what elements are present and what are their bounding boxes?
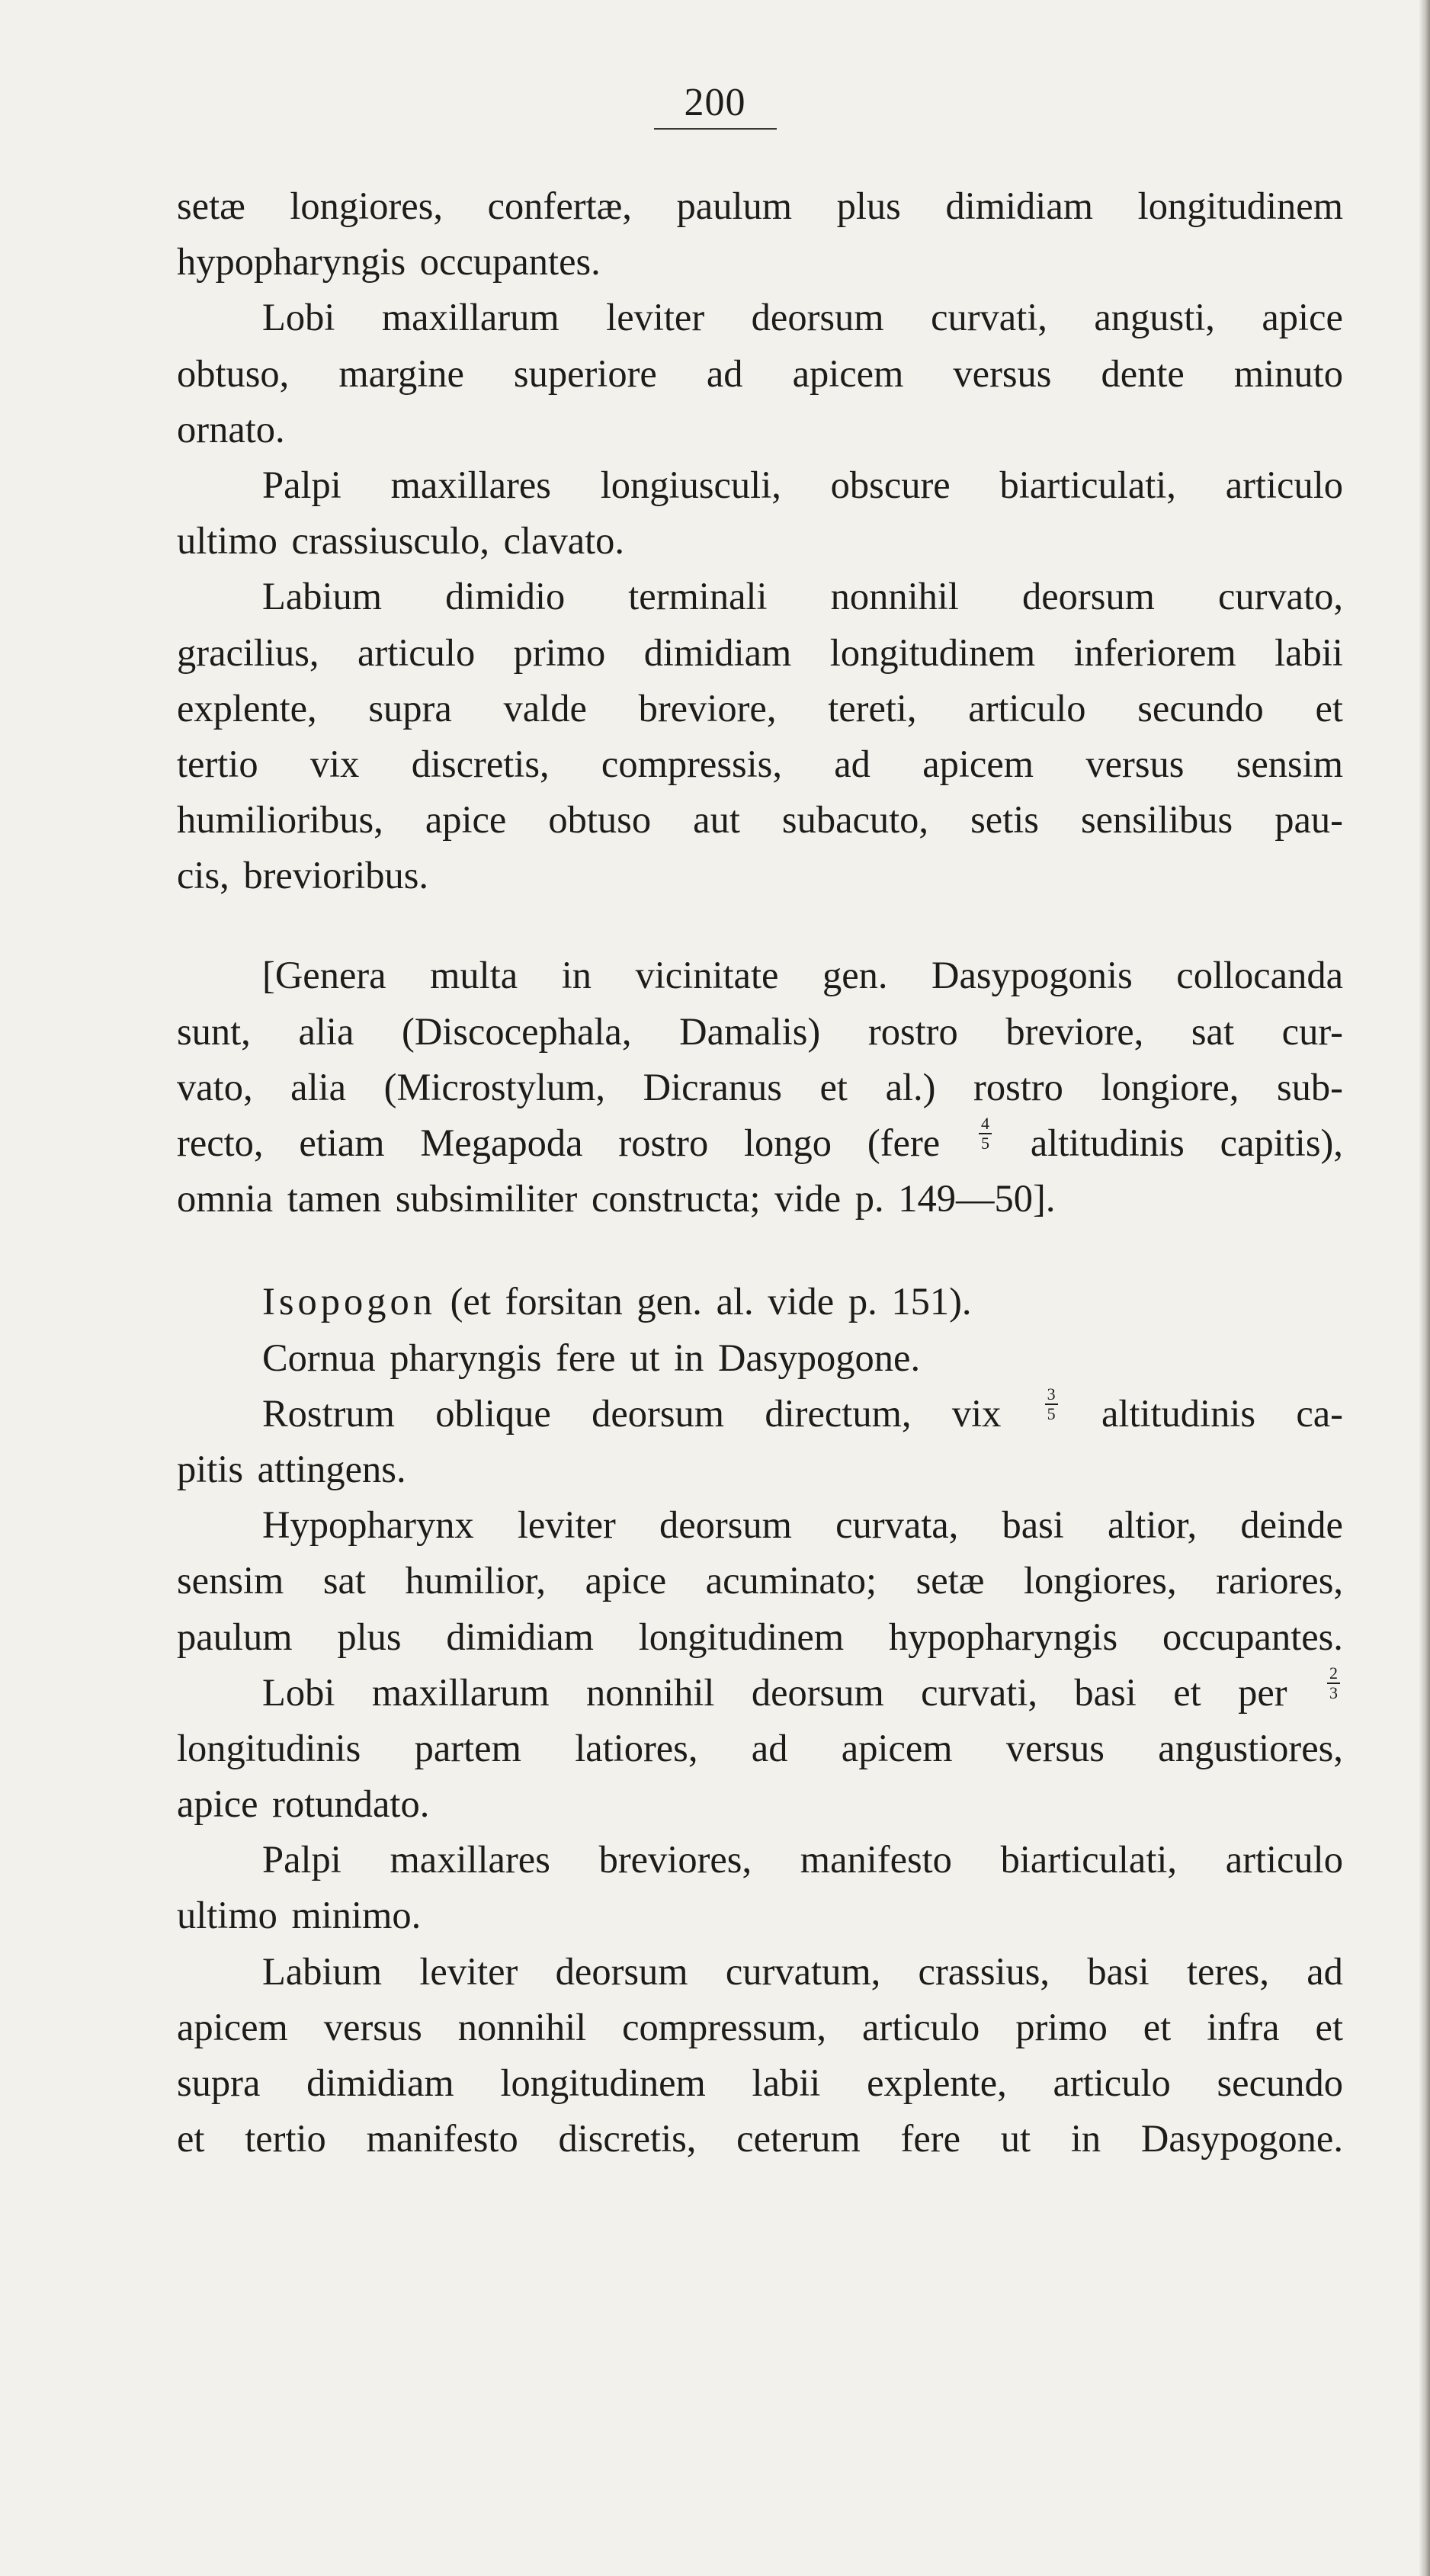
word: longitudinem: [1137, 184, 1343, 227]
word: discretis,: [411, 742, 550, 785]
word: directum,: [765, 1391, 912, 1435]
word: subacuto,: [781, 798, 929, 842]
word: setæ: [915, 1559, 985, 1602]
word: longiores,: [1024, 1559, 1177, 1602]
word: manifesto: [366, 2117, 518, 2161]
fraction: [1327, 1665, 1340, 1721]
text-line: [177, 513, 1343, 569]
word: vide: [774, 1177, 842, 1221]
word: aut: [693, 798, 740, 842]
word: Palpi: [262, 1838, 341, 1881]
word: paulum: [177, 1615, 293, 1658]
word: minimo.: [291, 1894, 422, 1937]
word: sat: [322, 1559, 366, 1602]
word: rostro: [618, 1121, 709, 1164]
fraction-numerator: 4: [979, 1115, 992, 1134]
word: et: [819, 1065, 848, 1108]
word: deorsum: [592, 1391, 725, 1435]
word: acuminato;: [705, 1559, 877, 1602]
word: tereti,: [828, 686, 917, 730]
paragraph: [177, 1330, 1343, 1386]
word: tertio: [177, 742, 258, 785]
word: deorsum: [555, 1949, 688, 1993]
word: brevioribus.: [243, 854, 428, 897]
word: ad: [751, 1726, 788, 1769]
word: versus: [323, 2005, 422, 2048]
word: apicem: [841, 1726, 953, 1769]
word: tertio: [245, 2117, 326, 2161]
word: p.: [854, 1177, 884, 1221]
word: Lobi: [262, 1670, 335, 1714]
word: recto,: [177, 1121, 264, 1164]
word: deorsum: [659, 1503, 792, 1547]
word: articulo: [1053, 2061, 1171, 2104]
word: hypopharyngis: [177, 240, 406, 284]
word: occupantes.: [1162, 1615, 1343, 1658]
word: vato,: [177, 1065, 253, 1108]
word: dimidiam: [306, 2061, 454, 2104]
word: obscure: [830, 463, 951, 506]
word: fere: [556, 1336, 616, 1379]
word: Labium: [262, 1949, 383, 1993]
word: longiusculi,: [600, 463, 781, 506]
word: etiam: [299, 1121, 385, 1164]
word: rariores,: [1216, 1559, 1343, 1602]
word: apice: [177, 1782, 258, 1826]
word: longiore,: [1101, 1065, 1239, 1108]
word: multa: [430, 954, 518, 997]
word: omnia: [177, 1177, 274, 1221]
word: leviter: [517, 1503, 616, 1547]
word: angusti,: [1094, 296, 1215, 339]
word: ut: [1000, 2117, 1031, 2161]
word: tamen: [287, 1177, 382, 1221]
word: Dasypogone.: [1140, 2117, 1343, 2161]
word: attingens.: [257, 1447, 406, 1490]
word: altior,: [1107, 1503, 1198, 1547]
word: pitis: [177, 1447, 243, 1490]
word: sensim: [1236, 742, 1343, 785]
fraction: [1045, 1386, 1058, 1442]
word: inferiorem: [1073, 630, 1236, 674]
word: valde: [503, 686, 587, 730]
word: explente,: [177, 686, 317, 730]
word: versus: [1005, 1726, 1105, 1769]
word: Dasypogone.: [718, 1336, 921, 1379]
word: infra: [1207, 2005, 1280, 2048]
word: rostro: [867, 1009, 958, 1053]
word: fere: [900, 2117, 961, 2161]
word: forsitan: [505, 1280, 623, 1323]
word: [Genera: [262, 954, 386, 997]
word: ut: [630, 1336, 660, 1379]
word: setis: [970, 798, 1039, 842]
word: margine: [338, 351, 464, 395]
word: altitudinis: [1030, 1121, 1185, 1164]
fraction-denominator: 5: [1047, 1403, 1056, 1423]
word: maxillarum: [371, 1670, 550, 1714]
word: cur-: [1281, 1009, 1343, 1053]
paragraph: [177, 1386, 1343, 1497]
word: deorsum: [751, 1670, 884, 1714]
word: explente,: [867, 2061, 1007, 2104]
word: ad: [834, 742, 871, 785]
word: longitudinem: [829, 630, 1036, 674]
text-line: [177, 1115, 1343, 1171]
page-header: [0, 80, 1430, 130]
word: breviores,: [598, 1838, 752, 1881]
word: hypopharyngis: [888, 1615, 1118, 1658]
word: in: [1070, 2117, 1101, 2161]
word: sub-: [1276, 1065, 1343, 1108]
word: confertæ,: [487, 184, 632, 227]
word: ad: [706, 351, 743, 395]
word: teres,: [1187, 1949, 1269, 1993]
word: Dasypogonis: [931, 954, 1133, 997]
word: constructa;: [591, 1177, 761, 1221]
word: vicinitate: [635, 954, 779, 997]
text-line: [177, 1386, 1343, 1442]
word: ornato.: [177, 407, 285, 451]
paragraph: [177, 1665, 1343, 1833]
word: Palpi: [262, 463, 341, 506]
text-line: [177, 681, 1343, 736]
word: vix: [951, 1391, 1002, 1435]
text-line: [177, 1721, 1343, 1776]
text-line: [177, 625, 1343, 681]
text-line: [177, 1888, 1343, 1943]
word: (et: [450, 1280, 491, 1323]
page-edge-shadow: [1419, 0, 1430, 2576]
text-line: [177, 1171, 1343, 1227]
text-line: [177, 848, 1343, 903]
word: breviore,: [638, 686, 777, 730]
paragraph-gap: [177, 1227, 1343, 1274]
text-line: [177, 234, 1343, 290]
word: deinde: [1240, 1503, 1343, 1547]
paragraph: [177, 569, 1343, 903]
word: et: [1143, 2005, 1172, 2048]
fraction-numerator: 3: [1045, 1386, 1058, 1405]
word: basi: [1002, 1503, 1064, 1547]
word: al.): [885, 1065, 936, 1108]
word: deorsum: [751, 296, 884, 339]
text-line: [177, 1004, 1343, 1060]
fraction-numerator: 2: [1327, 1665, 1340, 1684]
text-line: [177, 290, 1343, 345]
word: versus: [1085, 742, 1185, 785]
word: angustiores,: [1158, 1726, 1343, 1769]
word: compressis,: [601, 742, 782, 785]
text-line: [177, 2000, 1343, 2055]
word: alia: [298, 1009, 354, 1053]
word: minuto: [1233, 351, 1343, 395]
word: curvato,: [1217, 575, 1343, 618]
word: longiores,: [290, 184, 443, 227]
word: 151).: [891, 1280, 972, 1323]
word: curvata,: [835, 1503, 959, 1547]
word: latiores,: [575, 1726, 698, 1769]
word: occupantes.: [419, 240, 601, 284]
text-line: [177, 457, 1343, 513]
paragraph: [177, 178, 1343, 290]
word: cis,: [177, 854, 229, 897]
word: primo: [1015, 2005, 1108, 2048]
word: maxillarum: [381, 296, 559, 339]
word: labii: [752, 2061, 821, 2104]
paragraph: [177, 1274, 1343, 1330]
word: apicem: [177, 2005, 288, 2048]
text-line: [177, 1665, 1343, 1721]
word: Lobi: [262, 296, 335, 339]
word: Cornua: [262, 1336, 376, 1379]
word: gen.: [822, 954, 888, 997]
word: (Microstylum,: [383, 1065, 606, 1108]
body-text: [177, 178, 1343, 2167]
word: et: [1315, 686, 1343, 730]
text-line: [177, 736, 1343, 792]
word: sensim: [177, 1559, 284, 1602]
page-number: 200: [654, 80, 777, 130]
word: vix: [309, 742, 360, 785]
word: supra: [177, 2061, 261, 2104]
text-line: [177, 1497, 1343, 1553]
word: nonnihil: [457, 2005, 587, 2048]
word: per: [1238, 1670, 1287, 1714]
paragraph: [177, 1944, 1343, 2167]
word: obtuso: [548, 798, 652, 842]
word: plus: [337, 1615, 402, 1658]
word: in: [674, 1336, 704, 1379]
text-line: [177, 948, 1343, 1003]
word: superiore: [513, 351, 657, 395]
paragraph-gap: [177, 903, 1343, 948]
word: maxillares: [390, 463, 551, 506]
word: curvatum,: [725, 1949, 881, 1993]
word: Damalis): [679, 1009, 821, 1053]
word: Dicranus: [643, 1065, 782, 1108]
word: nonnihil: [830, 575, 959, 618]
text-line: [177, 1776, 1343, 1832]
word: nonnihil: [586, 1670, 715, 1714]
text-line: [177, 2111, 1343, 2167]
word: maxillares: [390, 1838, 550, 1881]
word: oblique: [435, 1391, 551, 1435]
word: leviter: [606, 296, 705, 339]
word: Rostrum: [262, 1391, 395, 1435]
word: longitudinem: [638, 1615, 845, 1658]
word: dimidiam: [446, 1615, 594, 1658]
text-line: [177, 1944, 1343, 2000]
word: crassiusculo,: [291, 519, 489, 563]
text-line: [177, 569, 1343, 624]
word: Megapoda: [420, 1121, 583, 1164]
word: pau-: [1274, 798, 1343, 842]
word: in: [561, 954, 592, 997]
paragraph: [177, 457, 1343, 569]
word: crassius,: [918, 1949, 1050, 1993]
word: al.: [716, 1280, 754, 1323]
word: apice: [1262, 296, 1343, 339]
word: secundo: [1217, 2061, 1343, 2104]
text-line: [177, 1060, 1343, 1115]
word: clavato.: [503, 519, 625, 563]
text-line: [177, 1832, 1343, 1888]
word: basi: [1087, 1949, 1149, 1993]
word: ultimo: [177, 519, 277, 563]
word: dente: [1101, 351, 1185, 395]
word: (Discocephala,: [402, 1009, 632, 1053]
word: basi: [1074, 1670, 1137, 1714]
word: gracilius,: [177, 630, 319, 674]
word: deorsum: [1021, 575, 1155, 618]
word: Labium: [262, 575, 383, 618]
word: obtuso,: [177, 351, 290, 395]
word: dimidiam: [643, 630, 792, 674]
word: compressum,: [622, 2005, 826, 2048]
text-line: [177, 402, 1343, 457]
fraction: [979, 1115, 992, 1171]
word: partem: [414, 1726, 521, 1769]
word: apicem: [792, 351, 904, 395]
word: ceterum: [736, 2117, 861, 2161]
word: altitudinis: [1101, 1391, 1255, 1435]
word: apice: [425, 798, 507, 842]
word: vide: [768, 1280, 835, 1323]
text-line: [177, 2055, 1343, 2111]
word: 149—50].: [898, 1177, 1056, 1221]
word: ultimo: [177, 1894, 277, 1937]
text-line: [177, 1442, 1343, 1497]
word: ca-: [1296, 1391, 1343, 1435]
word: sat: [1191, 1009, 1235, 1053]
paragraph: [177, 290, 1343, 457]
word: rotundato.: [272, 1782, 430, 1826]
word: terminali: [628, 575, 768, 618]
paragraph: [177, 948, 1343, 1227]
word: articulo: [968, 686, 1086, 730]
word: leviter: [419, 1949, 518, 1993]
word: sunt,: [177, 1009, 251, 1053]
text-line: [177, 346, 1343, 402]
word: discretis,: [558, 2117, 697, 2161]
word: humilior,: [405, 1559, 547, 1602]
word: dimidiam: [945, 184, 1094, 227]
text-line: [177, 1553, 1343, 1609]
text-line: [177, 1609, 1343, 1665]
word: curvati,: [921, 1670, 1037, 1714]
word: plus: [836, 184, 901, 227]
word: manifesto: [800, 1838, 952, 1881]
word: longitudinis: [177, 1726, 361, 1769]
word: pharyngis: [390, 1336, 542, 1379]
word: paulum: [676, 184, 793, 227]
word: curvati,: [931, 296, 1047, 339]
word: setæ: [177, 184, 245, 227]
word: secundo: [1137, 686, 1264, 730]
word: subsimiliter: [395, 1177, 578, 1221]
paragraph: [177, 1832, 1343, 1943]
text-line: [177, 178, 1343, 234]
word: supra: [368, 686, 452, 730]
genus-name: Isopogon: [262, 1280, 436, 1323]
text-line: [177, 1330, 1343, 1386]
word: articulo: [861, 2005, 980, 2048]
word: longo: [744, 1121, 832, 1164]
word: et: [1315, 2005, 1343, 2048]
paragraph: [177, 1497, 1343, 1665]
word: sensilibus: [1080, 798, 1233, 842]
word: (fere: [867, 1121, 941, 1164]
word: longitudinem: [500, 2061, 706, 2104]
text-line: [177, 1274, 1343, 1330]
fraction-denominator: 5: [981, 1134, 989, 1153]
fraction-denominator: 3: [1329, 1683, 1338, 1702]
word: apicem: [922, 742, 1034, 785]
word: primo: [513, 630, 606, 674]
word: breviore,: [1005, 1009, 1144, 1053]
word: et: [177, 2117, 205, 2161]
word: collocanda: [1176, 954, 1343, 997]
word: biarticulati,: [1000, 1838, 1178, 1881]
word: apice: [585, 1559, 667, 1602]
word: gen.: [636, 1280, 702, 1323]
word: Hypopharynx: [262, 1503, 474, 1547]
word: versus: [953, 351, 1052, 395]
word: articulo: [1225, 1838, 1343, 1881]
word: labii: [1274, 630, 1343, 674]
word: humilioribus,: [177, 798, 383, 842]
word: articulo: [1225, 463, 1343, 506]
word: articulo: [357, 630, 476, 674]
word: alia: [290, 1065, 347, 1108]
word: ad: [1307, 1949, 1343, 1993]
word: rostro: [973, 1065, 1063, 1108]
word: et: [1173, 1670, 1201, 1714]
word: p.: [848, 1280, 877, 1323]
word: biarticulati,: [999, 463, 1176, 506]
word: dimidio: [445, 575, 566, 618]
word: capitis),: [1220, 1121, 1343, 1164]
text-line: [177, 792, 1343, 848]
